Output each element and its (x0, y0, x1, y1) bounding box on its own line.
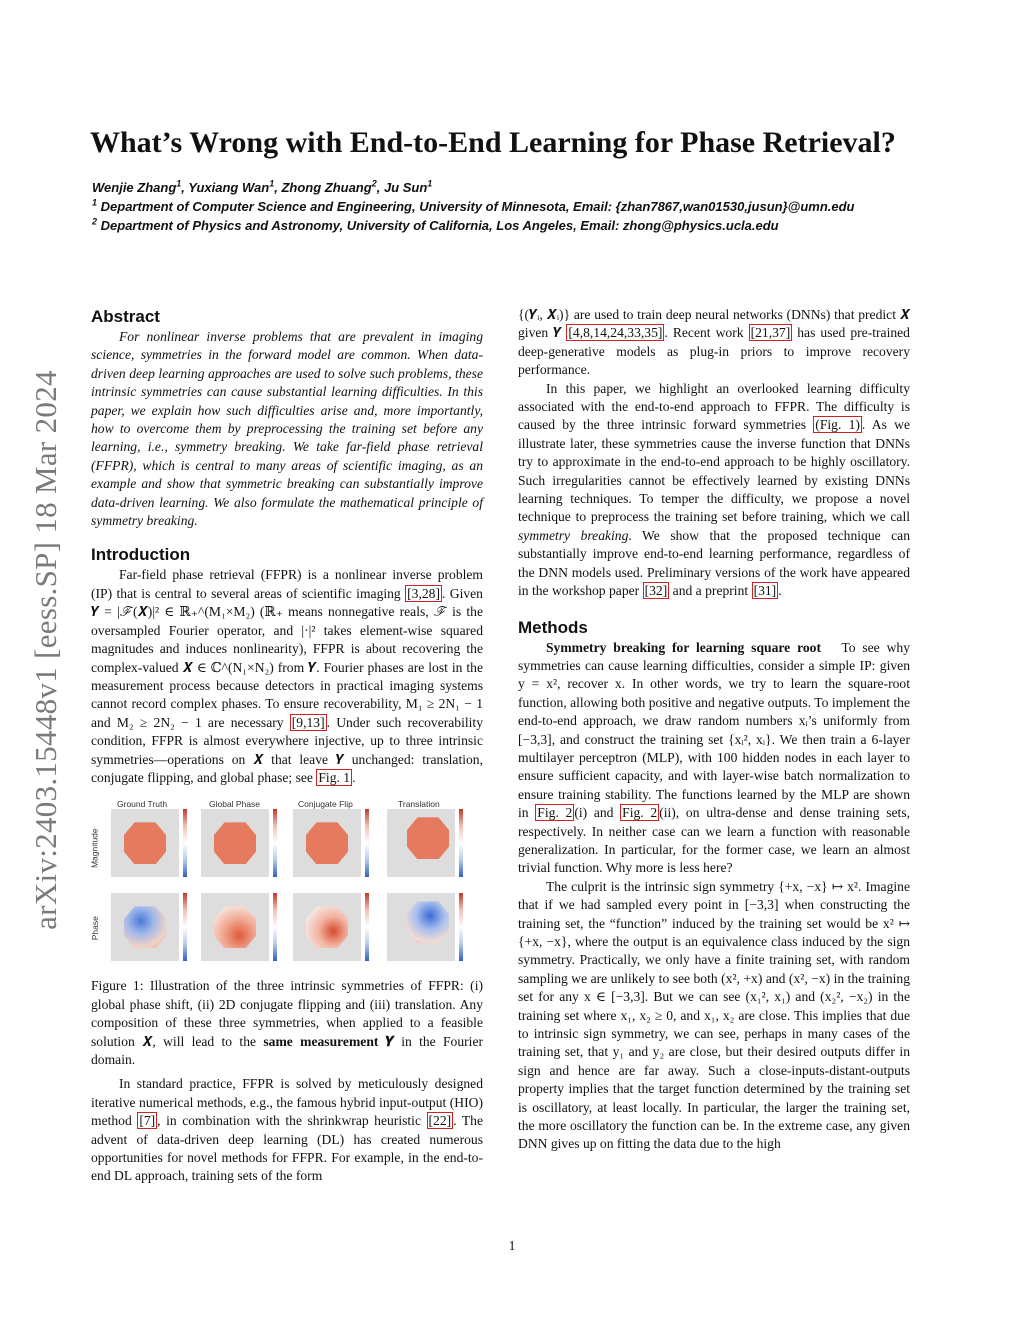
colorbar (365, 893, 369, 961)
right-paragraph-1 (518, 306, 910, 380)
phase-panel (201, 893, 269, 961)
phase-panel (387, 893, 455, 961)
citation-link[interactable]: [22] (428, 1113, 452, 1129)
right-column (518, 306, 910, 1154)
text-run: . As we illustrate later, these symmetries cause the inverse function that DNNs try to approximate in the end-to-end approach to be highly oscillatory. Such irregularities cannot be effectively learned by existing DNNs learning techniques. To temper the difficulty, we propose a novel technique to preprocess the training set before training, which we call (518, 417, 911, 525)
magnitude-panel (111, 809, 179, 877)
citation-link[interactable]: [9,13] (291, 714, 325, 730)
phase-panel (111, 893, 179, 961)
runin-heading: Symmetry breaking for learning square root (546, 639, 821, 655)
text-run: has used pre-trained deep-generative models as plug-in priors to improve recovery performance. (518, 325, 910, 378)
magnitude-panel (293, 809, 361, 877)
text-run: . Under such recoverability condition, FFPR is almost everywhere injective, up to three intrinsic symmetries—operations on 𝑿 that leave 𝒀 unchanged: translation, conjugate flipping, and global phase; see (91, 714, 483, 785)
colorbar (273, 893, 277, 961)
text-run: {(𝒀ᵢ, 𝑿ᵢ)} are used to train deep neural networks (DNNs) that predict 𝑿 given 𝒀 (518, 307, 910, 341)
author-affiliation-mark: 1 (269, 178, 275, 189)
colorbar (365, 809, 369, 877)
affiliation-number: 2 (92, 216, 98, 227)
right-paragraph-2 (518, 380, 910, 601)
methods-paragraph-2: The culprit is the intrinsic sign symmetry {+x, −x} ↦ x². Imagine that if we had sampled every point in [−3,3] when constructing the training set, the “function” induced by the training set would be x² ↦ {+x, −x}, where the output is an equivalence class induced by the sign symmetry. Practically, we only have a finite training set, with random sampling we are unlikely to see both (x², +x) and (x², −x) in the training set for any x ∈ [−3,3]. But we can see (x₁², x₁) and (x₂², −x₂) in the training set where x₁, x₂ ≥ 0, and x₁, x₂ are close. This implies that due to intrinsic sign symmetry, we can see, perhaps in many cases of the training set, that y₁ and y₂ are close, but their desired outputs differ in sign and hence are far away. Such a close-inputs-distant-outputs property implies that the target function determined by the training set is oscillatory, at least locally. In particular, the larger the training set, the more oscillatory the function can be. In the extreme case, any given DNN gives up on fitting the data due to the high (518, 878, 910, 1152)
author-affiliation-mark: 2 (371, 178, 377, 189)
intro-paragraph-1 (91, 566, 483, 787)
author-name: Ju Sun (383, 180, 428, 195)
figure-link[interactable]: Fig. 1 (318, 769, 351, 785)
author-affiliation-mark: 1 (176, 178, 182, 189)
caption-emphasis: same measurement 𝒀 (263, 1033, 394, 1049)
citation-link[interactable]: [32] (644, 583, 668, 599)
figure-row-label: Magnitude (89, 828, 100, 869)
figure-1-caption (91, 977, 483, 1069)
figure-column-title: Translation (398, 799, 440, 810)
methods-paragraph-1 (518, 639, 910, 878)
page-number: 1 (508, 1238, 516, 1253)
figure-column-title: Global Phase (209, 799, 261, 810)
text-run: . (778, 583, 782, 599)
citation-link[interactable]: [7] (139, 1113, 156, 1129)
paper-title: What’s Wrong with End-to-End Learning for Phase Retrieval? (90, 126, 896, 159)
affiliation-text: Department of Physics and Astronomy, University of California, Los Angeles, Email: zhong@physics.ucla.edu (100, 218, 779, 233)
colorbar (459, 893, 463, 961)
text-run: To see why symmetries can cause learning difficulties, consider a simple IP: given y = x², recover x. In other words, we try to learn the square-root function, allowing both positive and negative outputs. To implement the end-to-end approach, we draw random numbers xᵢ’s uniformly from [−3,3], and construct the training set {xᵢ², xᵢ}. We then train a 6-layer multilayer perceptron (MLP), with 100 hidden nodes in each layer to ensure sufficient capacity, and with layer-wise batch normalization to ensure training stability. The functions learned by the MLP are shown in (518, 639, 910, 821)
citation-link[interactable]: [31] (753, 583, 777, 599)
magnitude-panel (387, 809, 455, 877)
colorbar (459, 809, 463, 877)
methods-heading: Methods (518, 617, 588, 637)
text-run: , in combination with the shrinkwrap heuristic (157, 1113, 421, 1129)
abstract-heading: Abstract (91, 307, 160, 326)
affiliation-1 (92, 199, 855, 214)
text-run: . (352, 769, 356, 785)
figure-link[interactable]: (Fig. 1) (815, 417, 860, 433)
figure-1 (91, 795, 483, 973)
figure-row-label: Phase (89, 916, 100, 941)
author-affiliation-mark: 1 (427, 178, 433, 189)
text-run: in the Fourier domain. (91, 1033, 484, 1067)
intro-paragraph-2 (91, 1075, 483, 1185)
text-run: In this paper, we highlight an overlooked learning difficulty associated with the end-to-end approach to FFPR. The difficulty is caused by the three intrinsic forward symmetries (518, 380, 910, 433)
author-name: Wenjie Zhang (92, 180, 177, 195)
citation-link[interactable]: [21,37] (750, 325, 791, 341)
author-list: Wenjie Zhang$^1$, Yuxiang Wan$^1$, Zhong Zhuang$^2$, Ju Sun$^1$ (92, 178, 433, 195)
citation-link[interactable]: [4,8,14,24,33,35] (568, 325, 663, 341)
text-run: Far-field phase retrieval (FFPR) is a nonlinear inverse problem (IP) that is central to several areas of scientific imaging (91, 567, 483, 601)
figure-column-title: Ground Truth (117, 799, 168, 810)
author-name: Zhong Zhuang (281, 180, 372, 195)
colorbar (273, 809, 277, 877)
figure-column-title: Conjugate Flip (298, 799, 353, 810)
text-run: . We show that the proposed technique can substantially improve end-to-end learning performance, regardless of the DNN models used. Preliminary versions of the work have appeared in the workshop paper (518, 527, 910, 599)
emphasis-text: symmetry breaking (518, 527, 629, 543)
figure-link[interactable]: Fig. 2 (537, 805, 573, 821)
text-run: In standard practice, FFPR is solved by meticulously designed iterative numerical methods, e.g., the famous hybrid input-output (HIO) method (91, 1076, 483, 1129)
colorbar (183, 809, 187, 877)
phase-panel (293, 893, 361, 961)
figure-link[interactable]: Fig. 2 (622, 805, 658, 821)
colorbar (183, 893, 187, 961)
text-run: . Given 𝒀 = |ℱ(𝑿)|² ∈ ℝ₊^(M₁×M₂) (ℝ₊ means nonnegative reals, ℱ is the oversampled Fourier operator, and |·|² takes element-wise squared magnitudes and induces nonlinearity), FFPR is about recovering the complex-valued 𝑿 ∈ ℂ^(N₁×N₂) from 𝒀. Fourier phases are lost in the measurement process because detectors in practical imaging systems cannot record complex phases. To ensure recoverability, M₁ ≥ 2N₁ − 1 and M₂ ≥ 2N₂ − 1 are necessary (91, 585, 483, 730)
affiliation-2 (92, 218, 779, 233)
citation-link[interactable]: [3,28] (407, 585, 440, 601)
author-name: Yuxiang Wan (188, 180, 270, 195)
arxiv-id-text: arXiv:2403.15448v1 [eess.SP] 18 Mar 2024 (28, 370, 63, 930)
abstract-text: For nonlinear inverse problems that are prevalent in imaging science, symmetries in the forward model are common. When data-driven deep learning approaches are used to solve such problems, these intrinsic symmetries can cause substantial learning difficulties. In this paper, we explain how such difficulties arise and, more importantly, how to overcome them by preprocessing the training set before any learning, i.e., symmetry breaking. We take far-field phase retrieval (FFPR), which is central to many areas of scientific imaging, as an example and show that symmetric breaking can substantially improve data-driven learning. We also formulate the mathematical principle of symmetry breaking. (91, 329, 483, 529)
text-run: Figure 1: Illustration of the three intrinsic symmetries of FFPR: (i) global phase shift, (ii) 2D conjugate flipping and (iii) translation. Any composition of these three symmetries, when applied to a feasible solution 𝑿, will lead to the (91, 978, 483, 1049)
affiliation-number: 1 (92, 197, 98, 208)
text-run: (ii), on ultra-dense and dense training sets, respectively. In neither case can we learn a function with reasonable generalization. In particular, for the former case, we learn an almost trivial function. Why more is less here? (518, 805, 911, 876)
introduction-heading: Introduction (91, 545, 191, 565)
text-run: (i) and (574, 805, 614, 821)
left-column (91, 306, 483, 1186)
text-run: . Recent work (664, 325, 744, 341)
text-run: . The advent of data-driven deep learning (DL) has created numerous opportunities for novel methods for FFPR. For example, in the end-to-end DL approach, training sets of the form (91, 1113, 483, 1184)
text-run: and a preprint (672, 583, 749, 599)
arxiv-sidebar-stamp (22, 345, 70, 955)
magnitude-panel (201, 809, 269, 877)
affiliation-text: Department of Computer Science and Engineering, University of Minnesota, Email: {zhan7867,wan01530,jusun}@umn.edu (100, 199, 855, 214)
